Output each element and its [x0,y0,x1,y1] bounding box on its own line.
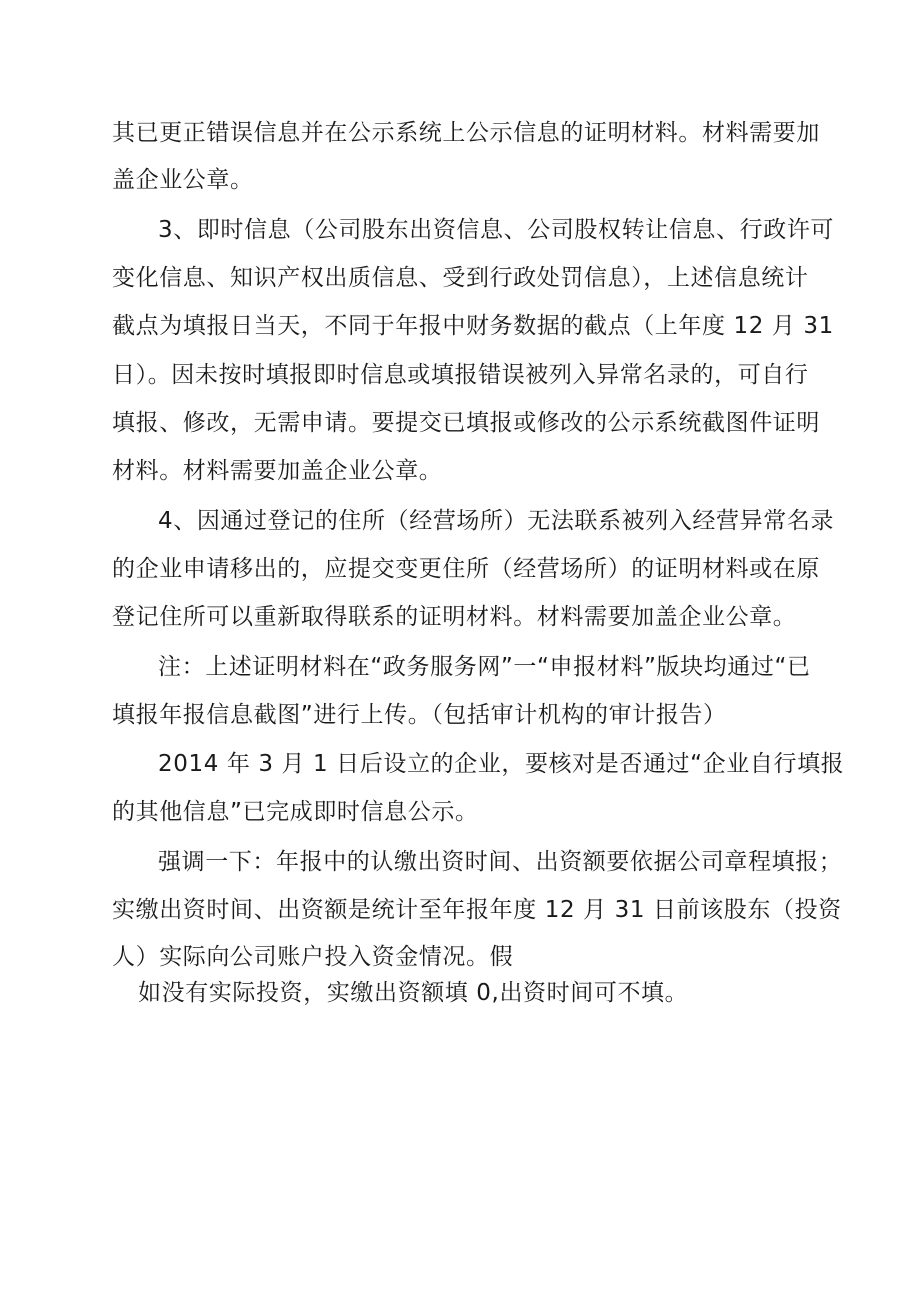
text-line: 其已更正错误信息并在公示系统上公示信息的证明材料。材料需要加 [112,120,820,146]
text-line: 3、即时信息（公司股东出资信息、公司股权转让信息、行政许可 [158,217,835,243]
text-line: 2014 年 3 月 1 日后设立的企业，要核对是否通过“企业自行填报 [158,751,845,777]
text-line: 强调一下：年报中的认缴出资时间、出资额要依据公司章程填报； [158,849,843,875]
text-line: 如没有实际投资，实缴出资额填 0,出资时间可不填。 [138,980,689,1006]
text-line: 4、因通过登记的住所（经营场所）无法联系被列入经营异常名录 [158,508,835,534]
text-line: 材料。材料需要加盖企业公章。 [112,458,443,484]
text-line: 日）。因未按时填报即时信息或填报错误被列入异常名录的，可自行 [112,362,809,388]
text-line: 的其他信息”已完成即时信息公示。 [112,799,479,825]
text-line: 变化信息、知识产权出质信息、受到行政处罚信息），上述信息统计 [112,265,809,291]
note-line: 注：上述证明材料在“政务服务网”一“申报材料”版块均通过“已 [158,654,811,680]
note-line: 填报年报信息截图”进行上传。（包括审计机构的审计报告） [112,702,727,728]
text-line: 实缴出资时间、出资额是统计至年报年度 12 月 31 日前该股东（投资 [112,897,842,923]
text-line: 填报、修改，无需申请。要提交已填报或修改的公示系统截图件证明 [112,410,820,436]
text-line: 人）实际向公司账户投入资金情况。假 [112,944,514,970]
text-line: 登记住所可以重新取得联系的证明材料。材料需要加盖企业公章。 [112,604,797,630]
text-line: 的企业申请移出的，应提交变更住所（经营场所）的证明材料或在原 [112,556,820,582]
text-line: 截点为填报日当天，不同于年报中财务数据的截点（上年度 12 月 31 [112,313,834,339]
text-line: 盖企业公章。 [112,167,254,193]
